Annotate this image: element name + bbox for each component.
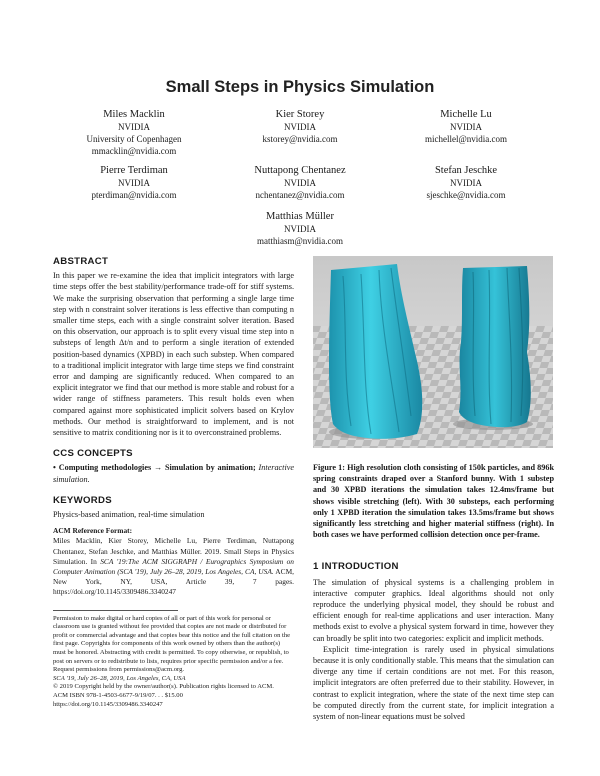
author-name: Michelle Lu bbox=[440, 109, 492, 120]
ccs-heading: CCS CONCEPTS bbox=[53, 448, 133, 460]
author-email[interactable]: michellel@nvidia.com bbox=[424, 134, 507, 144]
footnote-permission: Permission to make digital or hard copies of all or part of this work for personal or classroom use is granted without fee provided that copies are not made or distributed for profit or commercial advantage and that copies bear this notice and the full citation on the first page. Copyrights for components of this work owned by others than the author(s) must be honored. Abstracting with credit is permitted. To copy otherwise, or republish, to post on servers or to redistribute to lists, requires prior specific permission and/or a fee. Request permissions from permissions@acm.org. bbox=[53, 614, 291, 674]
author-name: Stefan Jeschke bbox=[434, 165, 498, 176]
acm-reference-text: Miles Macklin, Kier Storey, Michelle Lu, Pierre Terdiman, Nuttapong Chentanez, Stefan Jeschke, and Matthias Müller. 2019. Small Steps in Physics Simulation. In bbox=[53, 536, 294, 566]
author-6 bbox=[376, 164, 556, 201]
author-2 bbox=[210, 108, 390, 145]
keywords-text: Physics-based animation, real-time simulation bbox=[53, 510, 205, 520]
author-affiliation: NVIDIA bbox=[450, 178, 482, 188]
author-name: Kier Storey bbox=[275, 109, 325, 120]
ccs-concepts bbox=[53, 462, 294, 484]
acm-reference-venue: SCA '19:The ACM SIGGRAPH / Eurographics Symposium on Computer Animation (SCA '19), July 26–28, 2019, Los Angeles, CA, USA. bbox=[53, 556, 295, 577]
acm-reference bbox=[53, 526, 294, 597]
author-name: Matthias Müller bbox=[266, 211, 334, 222]
author-email[interactable]: mmacklin@nvidia.com bbox=[91, 146, 177, 156]
author-name: Nuttapong Chentanez bbox=[254, 165, 346, 176]
footnote-rule bbox=[53, 610, 178, 611]
author-7 bbox=[210, 210, 390, 247]
author-affiliation-2: University of Copenhagen bbox=[86, 134, 182, 144]
acm-reference-heading: ACM Reference Format: bbox=[53, 526, 133, 536]
author-email[interactable]: nchentanez@nvidia.com bbox=[255, 190, 345, 200]
abstract-text: In this paper we re-examine the idea that implicit integrators with large time steps offer the best stability/performance trade-off for stiff systems. We make the surprising observation that performing a single large time step with n constraint solver iterations is less effective than computing n smaller time steps, each with a single constraint solver iteration. Based on this observation, our approach is to split every visual time step into n substeps of length Δt/n and to perform a single iteration of extended position-based dynamics (XPBD) in each such substep. When compared to a traditional implicit integrator with large time steps we find constraint error and damping are significantly reduced. When compared to an explicit integrator we find that our method is more stable and robust for a wider range of stiffness parameters. This result holds even when compared against more sophisticated implicit solvers based on Krylov methods. Our method is straightforward to implement, and is not sensitive to matrix conditioning nor is it to overconstrained problems. bbox=[53, 271, 294, 438]
author-affiliation: NVIDIA bbox=[118, 122, 150, 132]
footnote-copyright: © 2019 Copyright held by the owner/author(s). Publication rights licensed to ACM. bbox=[53, 683, 274, 691]
author-affiliation: NVIDIA bbox=[118, 178, 150, 188]
right-column bbox=[313, 462, 554, 722]
intro-paragraph-2: Explicit time-integration is rarely used in physical simulations because it is only conditionally stable. This means that the simulation can diverge any time if certain conditions are not met. For this reason, implicit integrators are often preferred due to their stability. However, in contrast to explicit integration, where the state of the next time step can be computed directly from the current state, for implicit integration a system of non-linear equations must be solved bbox=[313, 644, 554, 722]
author-affiliation: NVIDIA bbox=[284, 224, 316, 234]
author-name: Miles Macklin bbox=[103, 109, 165, 120]
author-3 bbox=[376, 108, 556, 145]
cloth-render-image bbox=[313, 256, 553, 448]
author-1 bbox=[44, 108, 224, 157]
author-5 bbox=[210, 164, 390, 201]
author-affiliation: NVIDIA bbox=[284, 178, 316, 188]
keywords-heading: KEYWORDS bbox=[53, 494, 112, 506]
footnote-doi[interactable]: https://doi.org/10.1145/3309486.3340247 bbox=[53, 700, 163, 708]
author-4 bbox=[44, 164, 224, 201]
author-email[interactable]: matthiasm@nvidia.com bbox=[256, 236, 344, 246]
author-affiliation: NVIDIA bbox=[284, 122, 316, 132]
figure-caption: Figure 1: High resolution cloth consisting of 150k particles, and 896k spring constraints draped over a Stanford bunny. With 1 substep and 30 XPBD iterations the simulation takes 12.4ms/frame but shows visible stretching (left). With 30 substeps, each performing only 1 XPBD iteration the simulation takes 13.5ms/frame but shows significantly less stretching and higher material stiffness (right). In both cases we have performed collision detection once per-frame. bbox=[313, 463, 554, 540]
author-name: Pierre Terdiman bbox=[100, 165, 168, 176]
ccs-secondary: Interactive simulation. bbox=[53, 463, 294, 484]
author-affiliation: NVIDIA bbox=[450, 122, 482, 132]
author-email[interactable]: sjeschke@nvidia.com bbox=[426, 190, 506, 200]
footnote-isbn: ACM ISBN 978-1-4503-6677-9/19/07. . . $15.00 bbox=[53, 692, 183, 700]
footnote-venue: SCA '19, July 26–28, 2019, Los Angeles, CA, USA bbox=[53, 674, 186, 682]
author-email[interactable]: kstorey@nvidia.com bbox=[262, 134, 338, 144]
intro-heading: 1 INTRODUCTION bbox=[313, 561, 399, 573]
acm-reference-doi[interactable]: ACM, New York, NY, USA, Article 39, 7 pages. https://doi.org/10.1145/3309486.3340247 bbox=[53, 567, 294, 597]
teaser-figure bbox=[313, 256, 553, 448]
abstract-heading: ABSTRACT bbox=[53, 256, 109, 267]
ccs-primary: • Computing methodologies → Simulation by animation; bbox=[53, 463, 256, 473]
paper-title: Small Steps in Physics Simulation bbox=[165, 78, 435, 96]
left-column bbox=[53, 256, 294, 709]
intro-paragraph-1: The simulation of physical systems is a challenging problem in interactive computer graphics. Ideal algorithms should not only reproduce the underlying physical model, they should be robust and efficient enough for real-time applications and user interaction. Many methods exist to evolve a physical system forward in time, however they can broadly be split into two categories: explicit and implicit methods. bbox=[313, 577, 554, 643]
author-email[interactable]: pterdiman@nvidia.com bbox=[91, 190, 177, 200]
